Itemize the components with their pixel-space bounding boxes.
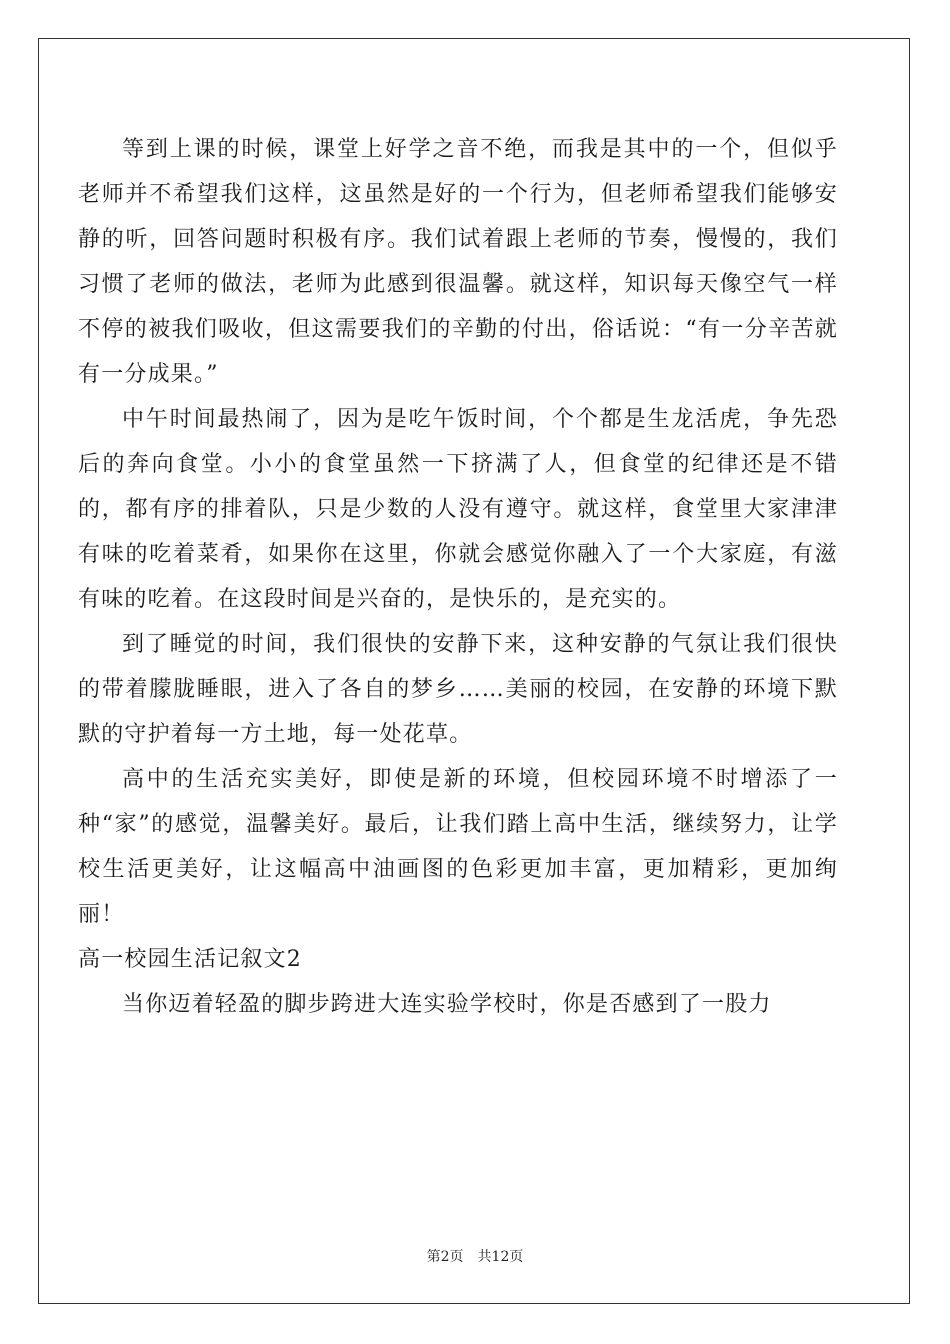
- total-pages: 共12页: [477, 1249, 524, 1265]
- paragraph-lunch-time: 中午时间最热闹了，因为是吃午饭时间，个个都是生龙活虎，争先恐后的奔向食堂。小小的食堂虽然一下挤满了人，但食堂的纪律还是不错的，都有序的排着队，只是少数的人没有遵守。就这样，食堂里大家津津有味的吃着菜肴，如果你在这里，你就会感觉你融入了一个大家庭，有滋有味的吃着。在这段时间是兴奋的，是快乐的，是充实的。: [78, 407, 838, 612]
- paragraph-class-time: 等到上课的时候，课堂上好学之音不绝，而我是其中的一个，但似乎老师并不希望我们这样，这虽然是好的一个行为，但老师希望我们能够安静的听，回答问题时积极有序。我们试着跟上老师的节奏，慢慢的，我们习惯了老师的做法，老师为此感到很温馨。就这样，知识每天像空气一样不停的被我们吸收，但这需要我们的辛勤的付出，俗话说：“有一分辛苦就有一分成果。”: [78, 137, 838, 387]
- page-number: 第2页: [426, 1249, 464, 1265]
- page-footer: [0, 1246, 950, 1266]
- paragraph-conclusion: 高中的生活充实美好，即使是新的环境，但校园环境不时增添了一种“家”的感觉，温馨美好。最后，让我们踏上高中生活，继续努力，让学校生活更美好，让这幅高中油画图的色彩更加丰富，更加精彩，更加绚丽！: [78, 767, 838, 927]
- document-body: [78, 127, 838, 1027]
- paragraph-essay-2-start: 当你迈着轻盈的脚步跨进大连实验学校时，你是否感到了一股力: [122, 992, 772, 1017]
- section-heading: 高一校园生活记叙文2: [78, 947, 302, 972]
- paragraph-sleep-time: 到了睡觉的时间，我们很快的安静下来，这种安静的气氛让我们很快的带着朦胧睡眼，进入了各自的梦乡……美丽的校园，在安静的环境下默默的守护着每一方土地，每一处花草。: [78, 632, 838, 747]
